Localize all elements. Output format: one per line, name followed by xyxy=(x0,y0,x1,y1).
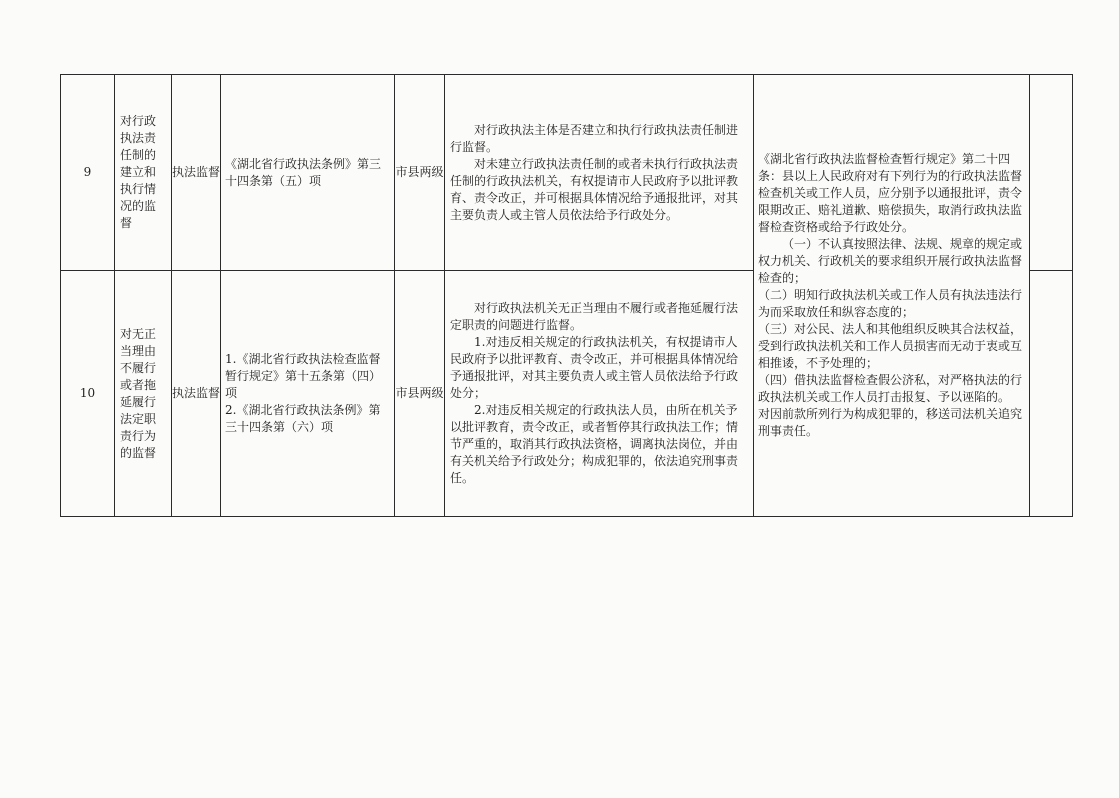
content-paragraph: 对未建立行政执法责任制的或者未执行行政执法责任制的行政执法机关，有权提请市人民政府予以批评教育、责令改正，并可根据具体情况给予通报批评，对其主要负责人或主管人员依法给予行政处分。 xyxy=(450,156,739,222)
row-number: 9 xyxy=(61,75,115,271)
duty-table xyxy=(60,74,1073,517)
content-paragraph: 对行政执法机关无正当理由不履行或者拖延履行法定职责的问题进行监督。 xyxy=(450,301,739,332)
clause-paragraph: 《湖北省行政执法监督检查暂行规定》第二十四条：县以上人民政府对有下列行为的行政执法监督检查机关或工作人员，应分别予以通报批评，责令限期改正、赔礼道歉、赔偿损失，取消行政执法监督检查资格或给予行政处分。 xyxy=(758,152,1023,234)
clause-paragraph: 对因前款所列行为构成犯罪的，移送司法机关追究刑事责任。 xyxy=(758,407,1023,438)
exercise-level: 市县两级 xyxy=(395,271,445,517)
clause-paragraph: （四）借执法监督检查假公济私，对严格执法的行政执法机关或工作人员打击报复、予以诬陷的。 xyxy=(758,373,1023,404)
responsibility-content xyxy=(445,75,754,271)
table-row xyxy=(61,75,1073,271)
clause-paragraph: （三）对公民、法人和其他组织反映其合法权益，受到行政执法机关和工作人员损害而无动于衷或互相推诿，不予处理的； xyxy=(758,322,1023,370)
item-category: 执法监督 xyxy=(172,75,221,271)
clause-paragraph: （一）不认真按照法律、法规、规章的规定或权力机关、行政机关的要求组织开展行政执法监督检查的； xyxy=(758,237,1023,285)
content-paragraph: 1.对违反相关规定的行政执法机关，有权提请市人民政府予以批评教育、责令改正，并可根据具体情况给予通报批评，对其主要负责人或主管人员依法给予行政处分； xyxy=(450,335,739,400)
remarks-cell xyxy=(1030,75,1073,271)
exercise-level: 市县两级 xyxy=(395,75,445,271)
content-paragraph: 2.对违反相关规定的行政执法人员，由所在机关予以批评教育，责令改正，或者暂停其行政执法工作；情节严重的，取消其行政执法资格，调离执法岗位，并由有关机关给予行政处分；构成犯罪的，依法追究刑事责任。 xyxy=(450,403,739,485)
legal-basis: 《湖北省行政执法条例》第三十四条第（五）项 xyxy=(221,75,395,271)
basis-line: 1.《湖北省行政执法检查监督暂行规定》第十五条第（四）项 xyxy=(225,352,382,400)
item-name: 对无正当理由不履行或者拖延履行法定职责行为的监督 xyxy=(115,271,172,517)
accountability-clause xyxy=(754,75,1030,517)
item-category: 执法监督 xyxy=(172,271,221,517)
responsibility-content xyxy=(445,271,754,517)
legal-basis xyxy=(221,271,395,517)
clause-paragraph: （二）明知行政执法机关或工作人员有执法违法行为而采取放任和纵容态度的； xyxy=(758,288,1023,319)
basis-line: 2.《湖北省行政执法条例》第三十四条第（六）项 xyxy=(225,403,381,434)
item-name: 对行政执法责任制的建立和执行情况的监督 xyxy=(115,75,172,271)
row-number: 10 xyxy=(61,271,115,517)
content-paragraph: 对行政执法主体是否建立和执行行政执法责任制进行监督。 xyxy=(450,122,739,154)
remarks-cell xyxy=(1030,271,1073,517)
